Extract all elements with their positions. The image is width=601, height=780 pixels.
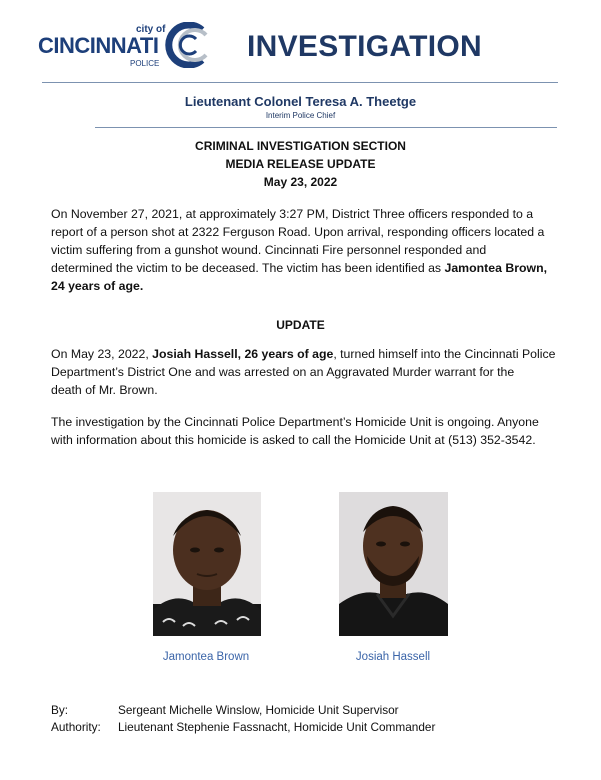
header-divider bbox=[42, 82, 558, 83]
authority-value: Lieutenant Stephenie Fassnacht, Homicide Unit Commander bbox=[118, 720, 436, 734]
by-label: By: bbox=[51, 703, 69, 717]
photo-caption-josiah-hassell: Josiah Hassell bbox=[355, 651, 431, 663]
contact-paragraph bbox=[51, 413, 571, 449]
paragraph-text: On May 23, 2022, bbox=[51, 347, 153, 361]
by-value: Sergeant Michelle Winslow, Homicide Unit Supervisor bbox=[118, 703, 399, 717]
logo-name-text: CINCINNATI bbox=[38, 33, 159, 58]
victim-name: Jamontea Brown, bbox=[444, 261, 547, 275]
photo-caption-jamontea-brown: Jamontea Brown bbox=[162, 651, 250, 663]
suspect-name-age: Josiah Hassell, 26 years of age bbox=[152, 347, 334, 361]
headline: INVESTIGATION bbox=[247, 30, 483, 63]
paragraph-line bbox=[51, 345, 571, 363]
paragraph-line: On November 27, 2021, at approximately 3:27 PM, District Three officers responded to a bbox=[51, 207, 534, 221]
paragraph-text: determined the victim to be deceased. The victim has been identified as bbox=[51, 261, 445, 275]
release-date: May 23, 2022 bbox=[263, 175, 338, 189]
logo-city-text: city of bbox=[136, 24, 166, 35]
update-paragraph bbox=[51, 345, 571, 399]
paragraph-line: death of Mr. Brown. bbox=[51, 383, 158, 397]
paragraph-line: victim suffering from a gunshot wound. Cincinnati Fire personnel responded and bbox=[51, 243, 487, 257]
paragraph-line: report of a person shot at 2322 Ferguson Road. Upon arrival, responding officers located a bbox=[51, 225, 545, 239]
chief-divider bbox=[95, 127, 557, 128]
section-heading: CRIMINAL INVESTIGATION SECTION bbox=[195, 139, 406, 153]
cincinnati-c-icon bbox=[162, 22, 214, 68]
paragraph-line: Department’s District One and was arrested on an Aggravated Murder warrant for the bbox=[51, 365, 515, 379]
incident-paragraph bbox=[51, 205, 571, 295]
paragraph-line bbox=[51, 277, 571, 295]
victim-age: 24 years of age. bbox=[51, 279, 144, 293]
paragraph-line: The investigation by the Cincinnati Police Department’s Homicide Unit is ongoing. Anyone bbox=[51, 415, 539, 429]
cincinnati-police-logo bbox=[38, 18, 218, 74]
update-heading: UPDATE bbox=[276, 318, 325, 332]
release-type: MEDIA RELEASE UPDATE bbox=[225, 157, 376, 171]
authority-label: Authority: bbox=[51, 720, 101, 734]
chief-name: Lieutenant Colonel Teresa A. Theetge bbox=[184, 94, 417, 109]
paragraph-text: , turned himself into the Cincinnati Police bbox=[333, 347, 556, 361]
paragraph-line bbox=[51, 259, 571, 277]
logo-police-text: POLICE bbox=[130, 59, 160, 68]
chief-title: Interim Police Chief bbox=[265, 111, 336, 120]
mugshot-jamontea-brown bbox=[153, 492, 261, 636]
mugshot-josiah-hassell bbox=[339, 492, 448, 636]
paragraph-line: with information about this homicide is asked to call the Homicide Unit at (513) 352-3542. bbox=[51, 433, 536, 447]
